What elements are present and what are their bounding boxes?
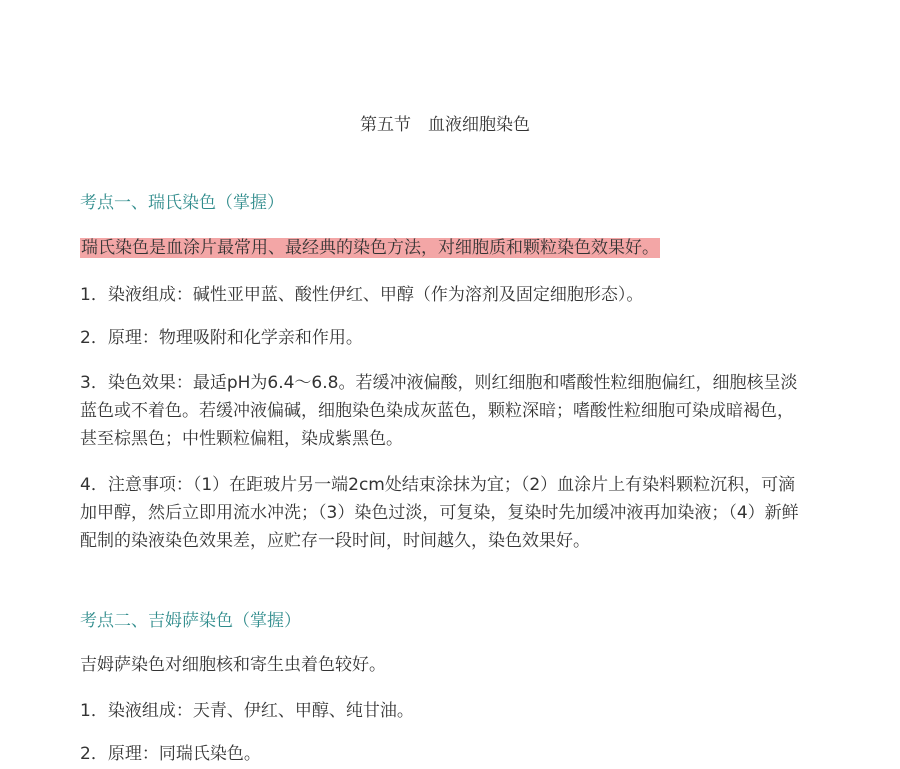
highlight-paragraph (80, 234, 810, 262)
list-item-giemsa-principle: 2．原理：同瑞氏染色。 (80, 744, 261, 764)
giemsa-intro: 吉姆萨染色对细胞核和寄生虫着色较好。 (80, 655, 386, 675)
topic-heading-2: 考点二、吉姆萨染色（掌握） (80, 611, 301, 631)
topic-heading-1: 考点一、瑞氏染色（掌握） (80, 193, 284, 213)
list-item-principle: 2．原理：物理吸附和化学亲和作用。 (80, 328, 363, 348)
section-title: 第五节 血液细胞染色 (360, 115, 530, 135)
list-item-composition: 1．染液组成：碱性亚甲蓝、酸性伊红、甲醇（作为溶剂及固定细胞形态）。 (80, 285, 644, 305)
highlighted-text: 瑞氏染色是血涂片最常用、最经典的染色方法，对细胞质和颗粒染色效果好。 (81, 238, 659, 258)
list-item-staining-effect: 3．染色效果：最适pH为6.4～6.8。若缓冲液偏酸，则红细胞和嗜酸性粒细胞偏红，细胞核呈淡蓝色或不着色。若缓冲液偏碱，细胞染色染成灰蓝色，颗粒深暗；嗜酸性粒细胞可染成暗褐色，甚至棕黑色；中性颗粒偏粗，染成紫黑色。 (80, 373, 798, 449)
list-item-precautions: 4．注意事项：（1）在距玻片另一端2cm处结束涂抹为宜；（2）血涂片上有染料颗粒沉积，可滴加甲醇，然后立即用流水冲洗；（3）染色过淡，可复染，复染时先加缓冲液再加染液；（4）新鲜配制的染液染色效果差，应贮存一段时间，时间越久，染色效果好。 (80, 475, 799, 551)
list-item-giemsa-composition: 1．染液组成：天青、伊红、甲醇、纯甘油。 (80, 701, 414, 721)
